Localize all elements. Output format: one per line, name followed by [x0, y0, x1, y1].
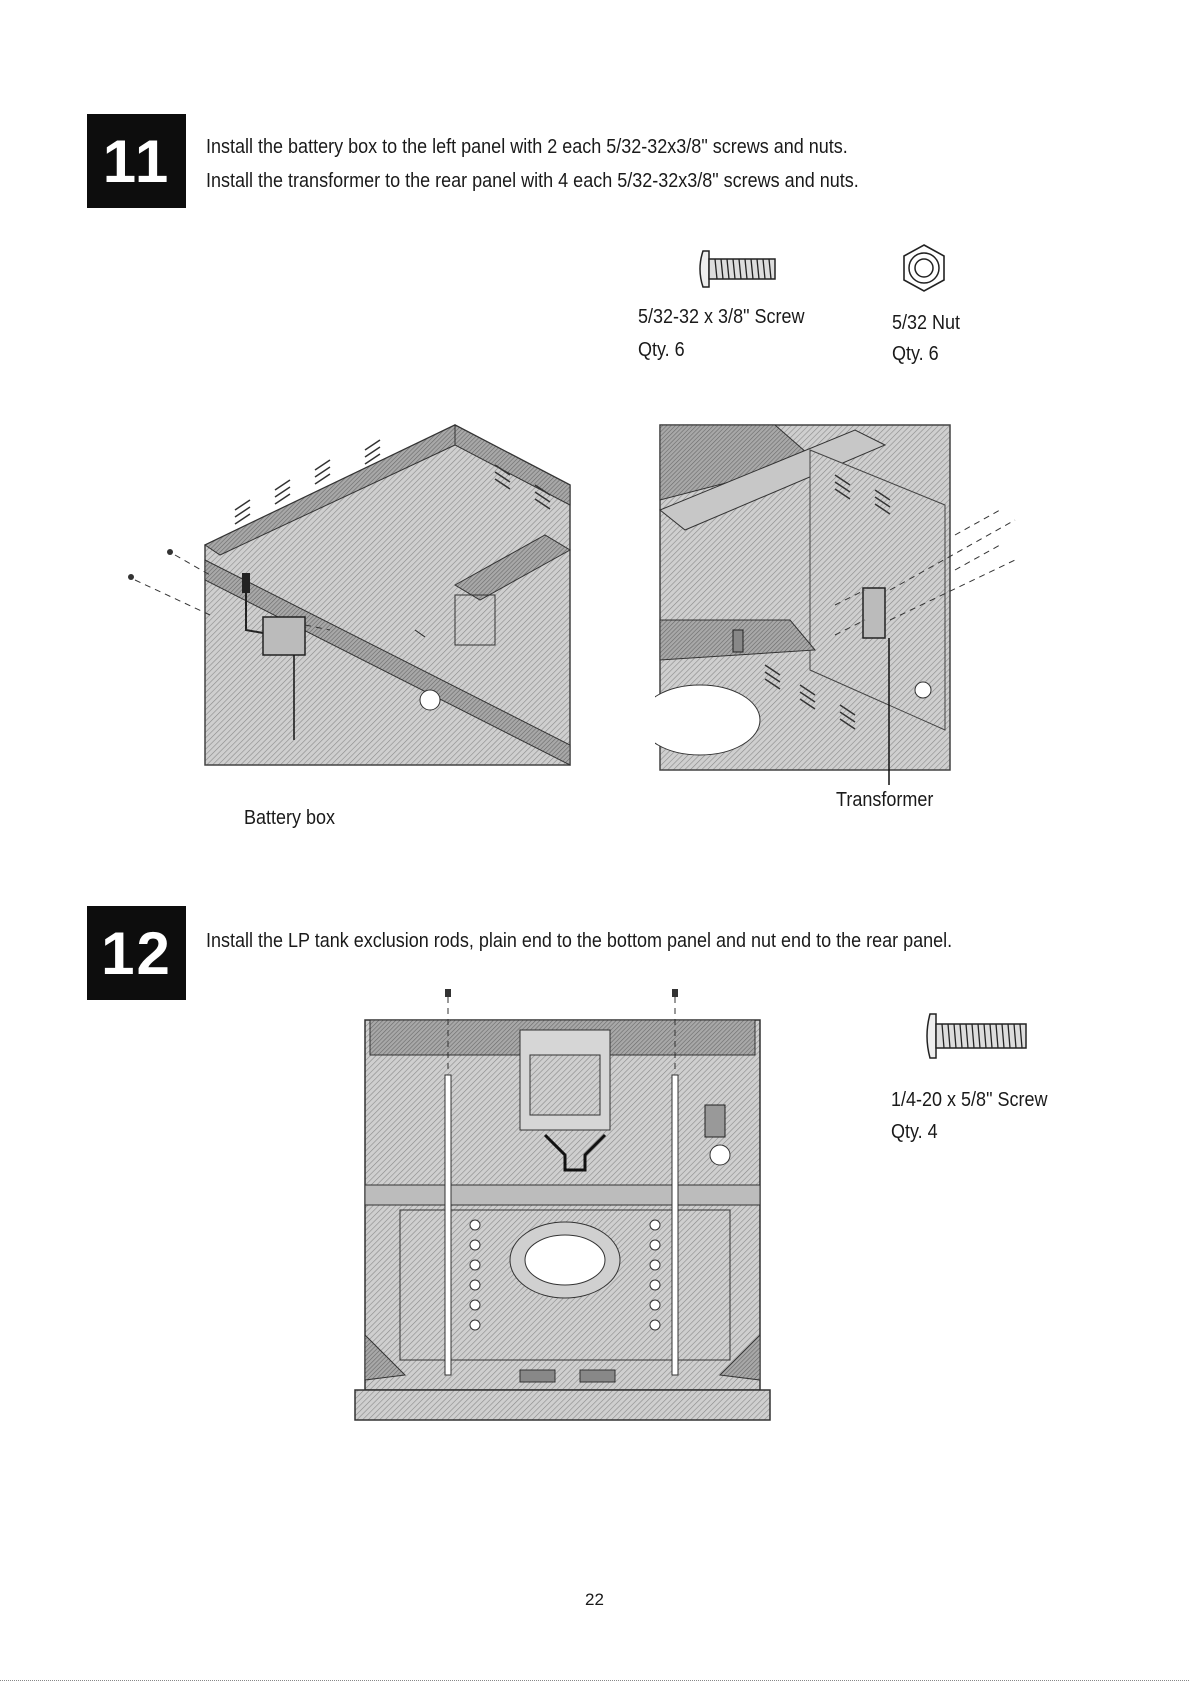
nut-qty: Qty. 6	[892, 343, 939, 365]
screw-large-qty: Qty. 4	[891, 1121, 938, 1143]
bottom-rule	[0, 1680, 1189, 1681]
step-11-line-2: Install the transformer to the rear panel with 4 each 5/32-32x3/8" screws and nuts.	[206, 170, 859, 192]
screw-qty: Qty. 6	[638, 339, 685, 361]
nut-icon	[898, 242, 950, 294]
step-12-line-1: Install the LP tank exclusion rods, plain end to the bottom panel and nut end to the rear panel.	[206, 930, 953, 952]
page-number: 22	[585, 1590, 604, 1609]
screw-icon-large	[922, 1008, 1032, 1064]
step-11-line-1: Install the battery box to the left panel with 2 each 5/32-32x3/8" screws and nuts.	[206, 136, 848, 158]
transformer-callout: Transformer	[836, 789, 934, 811]
screw-icon	[695, 245, 785, 293]
screw-label: 5/32-32 x 3/8" Screw	[638, 306, 805, 328]
screw-large-label: 1/4-20 x 5/8" Screw	[891, 1089, 1048, 1111]
step-12-badge: 12	[87, 906, 186, 1000]
step-11-badge: 11	[87, 114, 186, 208]
transformer-illustration	[655, 420, 1030, 790]
battery-box-illustration	[125, 405, 585, 780]
nut-label: 5/32 Nut	[892, 312, 961, 334]
exclusion-rods-illustration	[350, 985, 775, 1435]
battery-box-callout: Battery box	[244, 807, 336, 829]
